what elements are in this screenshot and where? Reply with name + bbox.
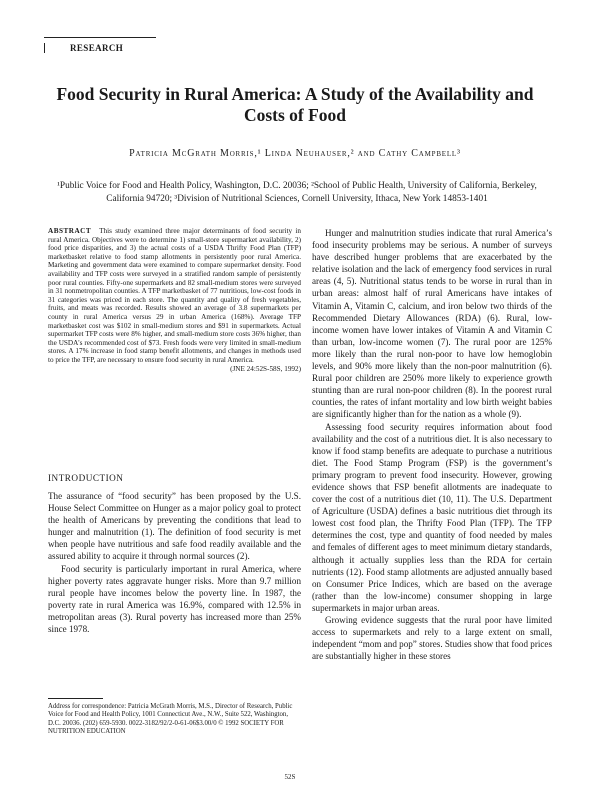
article-title: Food Security in Rural America: A Study of the Availability and Costs of Food <box>56 84 534 125</box>
paragraph: Growing evidence suggests that the rural poor have limited access to supermarkets and rely to a large extent on small, independent “mom and pop” stores. Studies show that food prices are substantially higher in these stores <box>312 615 552 662</box>
header-rule <box>44 37 156 38</box>
abstract-text: This study examined three major determinants of food security in rural America. Objectives were to determine 1) small-store supermarket availability, 2) food price disparities, and 3) the actual costs of a USDA Thrifty Food Plan (TFP) marketbasket relative to food stamp allotments in persistently poor rural America. Marketing and government data were examined to compare supermarket density. Food availability and TFP costs were surveyed in a stratified random sample of persistently poor rural counties. Fifty-one supermarkets and 82 small-medium stores were surveyed in 31 nonmetropolitan counties. A TFP marketbasket of 77 nutritious, low-cost foods in 31 categories was priced in each store. The quantity and quality of fresh vegetables, fruits, and meats was recorded. Results showed an average of 3.8 supermarkets per county in rural America versus 29 in urban America (168%). Average TFP marketbasket cost was $102 in small-medium stores and $91 in supermarkets. Actual supermarket TFP costs were 8% higher, and small-medium store costs 36% higher, than the USDA's recommended cost of $73. Fresh foods were very limited in small-medium stores. A 17% increase in food stamp benefit allotments, and changes in methods used to price the TFP, are necessary to ensure food security in rural America. <box>48 227 301 364</box>
page-number: 52S <box>284 773 296 781</box>
abstract-citation: (JNE 24:52S-58S, 1992) <box>230 364 301 373</box>
author-line: Patricia McGrath Morris,¹ Linda Neuhauser,² and Cathy Campbell³ <box>129 148 461 159</box>
abstract-label: ABSTRACT <box>48 227 92 235</box>
paragraph: Food security is particularly important in rural America, where higher poverty rates aggravate hunger risks. More than 9.7 million rural people have incomes below the poverty line. In 1987, the poverty rate in rural America was 16.9%, compared with 12.5% in metropolitan areas (3). Rural poverty has increased more than 25% since 1978. <box>48 563 301 635</box>
paragraph: Hunger and malnutrition studies indicate that rural America’s food insecurity problems may be serious. A number of surveys have described hunger problems that are exacerbated by the relative isolation and the lack of emergency food services in rural areas (4, 5). Nutritional status tends to be worse in rural than in urban areas: almost half of rural Americans have intakes of Vitamin A, Vitamin C, calcium, and iron below two thirds of the Recommended Dietary Allowances (RDA) (6). Rural, low-income women have lower intakes of Vitamin A and Vitamin C than urban, low-income women (7). The rural poor are 125% more likely than the rural non-poor to have low hemoglobin levels, and 90% more likely than the non-poor malnutrition (6). Rural poor children are 250% more likely to experience growth stunting than are rural non-poor children (8). In the poorest rural counties, the rates of infant mortality and low birth weight babies are significantly higher than for the nation as a whole (9). <box>312 228 552 420</box>
footnote-rule <box>48 698 103 699</box>
paragraph: The assurance of “food security” has been proposed by the U.S. House Select Committee on Hunger as a major policy goal to protect the health of Americans by preventing the conditions that lead to hunger and malnutrition (1). The definition of food security is met when people have nutritious and safe food readily available and the assured ability to acquire it through normal sources (2). <box>48 491 301 562</box>
paragraph: Assessing food security requires information about food availability and the cost of a nutritious diet. It is also necessary to know if food stamp benefits are adequate to purchase a nutritious diet. The Food Stamp Program (FSP) is the government’s primary program to prevent food insecurity. However, growing evidence shows that FSP benefit allotments are inadequate to cover the cost of a nutritious diet (10, 11). The U.S. Department of Agriculture (USDA) defines a basic nutritious diet through its lowest cost food plan, the Thrifty Food Plan (TFP). The TFP determines the cost, type and quantity of food needed by males and females of different ages to meet minimum dietary standards, although it actually supplies less than the RDA for certain nutrients (12). Food stamp allotments are adjusted annually based on Consumer Price Indices, which are based on the average (rather than the low-income) consumer shopping in large supermarkets in major urban areas. <box>312 421 552 613</box>
footnote: Address for correspondence: Patricia McGrath Morris, M.S., Director of Research, Public Voice for Food and Health Policy, 1001 Connecticut Ave., N.W., Suite 522, Washington, D.C. 20036. (202) 659-5930. 0022-3182/92/2-0-61-06$3.00/0 © 1992 SOCIETY FOR NUTRITION EDUCATION <box>48 703 293 736</box>
right-column-body <box>312 227 552 662</box>
section-label: RESEARCH <box>70 43 124 53</box>
introduction-body <box>48 490 301 635</box>
header-bar <box>44 43 45 53</box>
introduction-heading: INTRODUCTION <box>48 473 124 483</box>
abstract <box>48 227 301 373</box>
affiliations: ¹Public Voice for Food and Health Policy, Washington, D.C. 20036; ²School of Public Health, University of California, Berkeley, California 94720; ³Division of Nutritional Sciences, Cornell University, Ithaca, New York 14853-1401 <box>57 181 537 204</box>
